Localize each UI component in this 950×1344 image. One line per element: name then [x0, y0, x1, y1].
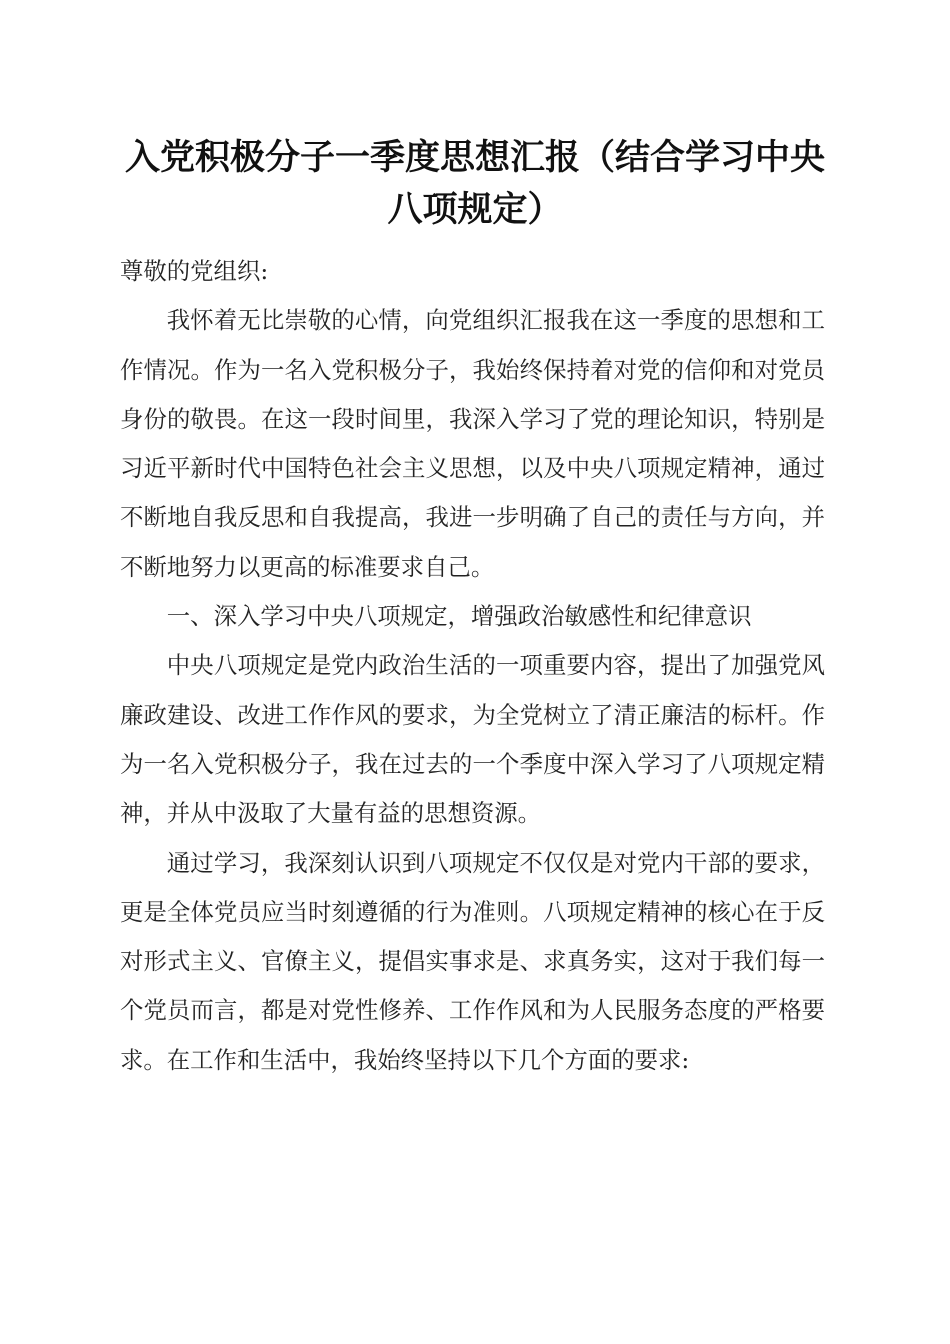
document-title	[110, 132, 840, 236]
title-line-1: 入党积极分子一季度思想汇报（结合学习中央	[124, 137, 825, 178]
title-line-2: 八项规定）	[387, 189, 563, 230]
document-body	[120, 247, 825, 1085]
paragraph-regulations: 中央八项规定是党内政治生活的一项重要内容，提出了加强党风廉政建设、改进工作作风的要求，为全党树立了清正廉洁的标杆。作为一名入党积极分子，我在过去的一个季度中深入学习了八项规定精神，并从中汲取了大量有益的思想资源。	[120, 651, 825, 828]
paragraph-intro: 我怀着无比崇敬的心情，向党组织汇报我在这一季度的思想和工作情况。作为一名入党积极分子，我始终保持着对党的信仰和对党员身份的敬畏。在这一段时间里，我深入学习了党的理论知识，特别是习近平新时代中国特色社会主义思想，以及中央八项规定精神，通过不断地自我反思和自我提高，我进一步明确了自己的责任与方向，并不断地努力以更高的标准要求自己。	[120, 306, 825, 581]
paragraph-study: 通过学习，我深刻认识到八项规定不仅仅是对党内干部的要求，更是全体党员应当时刻遵循的行为准则。八项规定精神的核心在于反对形式主义、官僚主义，提倡实事求是、求真务实，这对于我们每一个党员而言，都是对党性修养、工作作风和为人民服务态度的严格要求。在工作和生活中，我始终坚持以下几个方面的要求:	[120, 848, 825, 1074]
salutation: 尊敬的党组织:	[120, 257, 269, 285]
section-heading-1: 一、深入学习中央八项规定，增强政治敏感性和纪律意识	[166, 602, 752, 631]
